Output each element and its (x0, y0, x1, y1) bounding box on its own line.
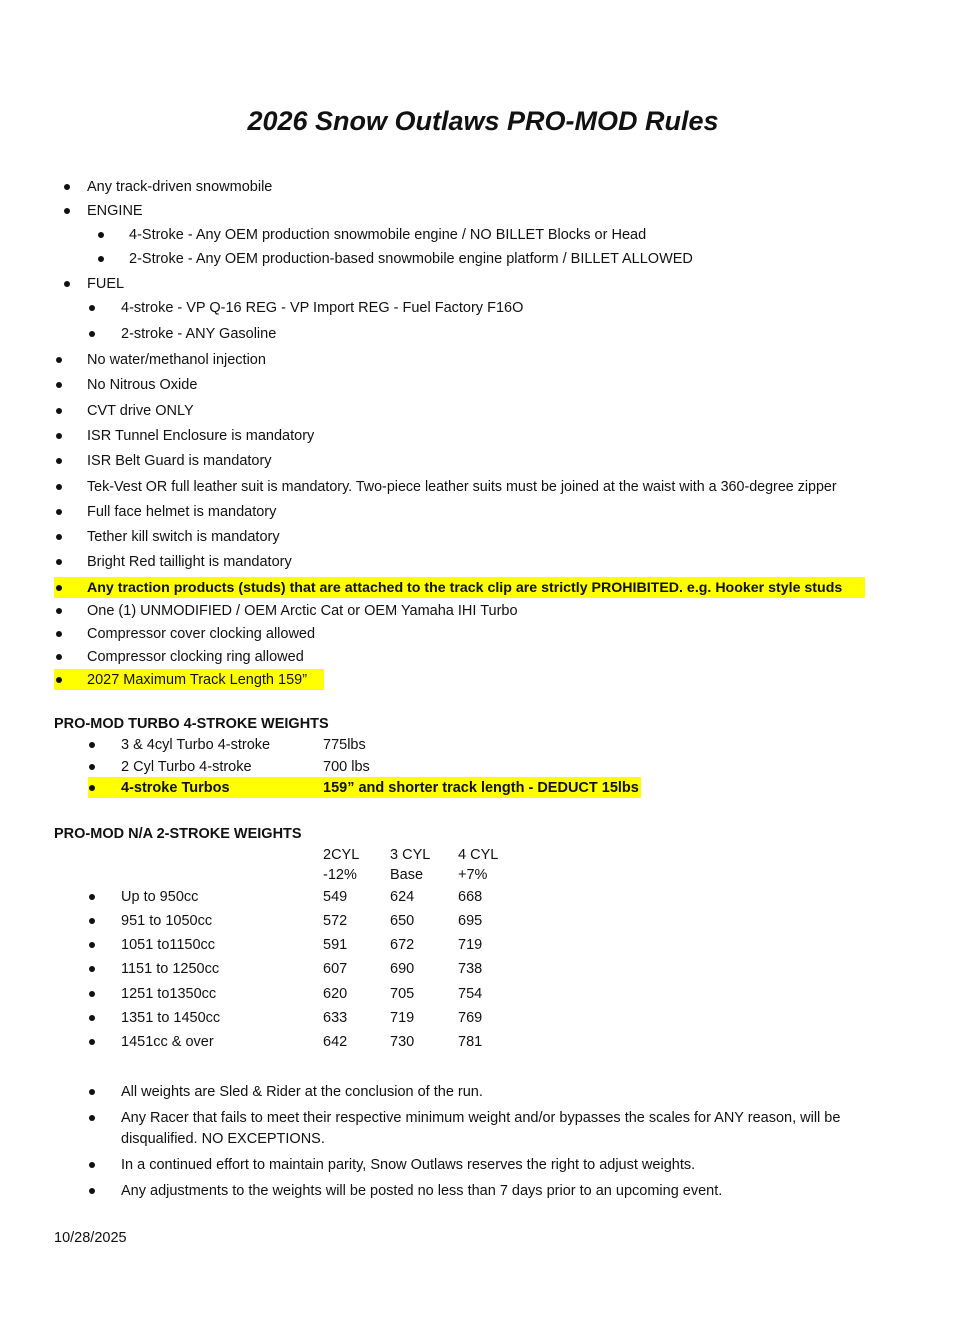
rule-subitem: 2-Stroke - Any OEM production-based snowmobile engine platform / BILLET ALLOWED (129, 251, 693, 267)
bullet-icon (64, 281, 70, 287)
col-header: 2CYL (323, 847, 360, 863)
bullet-icon (98, 256, 104, 262)
cell: 754 (458, 986, 483, 1002)
rule-item: Tek-Vest OR full leather suit is mandatory. Two-piece leather suits must be joined at the waist with a 360-degree zipper (87, 479, 837, 495)
cell: 738 (458, 961, 483, 977)
bullet-icon (56, 408, 62, 414)
bullet-icon (64, 184, 70, 190)
bullet-icon (56, 585, 62, 591)
bullet-icon (89, 1089, 95, 1095)
rule-item: Compressor clocking ring allowed (87, 649, 304, 665)
row-label: 1151 to 1250cc (121, 961, 220, 977)
rule-item: ISR Tunnel Enclosure is mandatory (87, 428, 315, 444)
bullet-icon (98, 232, 104, 238)
note-item: Any adjustments to the weights will be posted no less than 7 days prior to an upcoming event. (121, 1183, 723, 1199)
bullet-icon (89, 305, 95, 311)
col-header: 4 CYL (458, 847, 499, 863)
col-header: 3 CYL (390, 847, 431, 863)
bullet-icon (56, 509, 62, 515)
cell: 719 (390, 1010, 415, 1026)
bullet-icon (56, 484, 62, 490)
rule-item: Compressor cover clocking allowed (87, 626, 316, 642)
col-subheader: Base (390, 867, 424, 883)
cell: 650 (390, 913, 415, 929)
cell: 633 (323, 1010, 348, 1026)
cell: 624 (390, 889, 415, 905)
bullet-icon (89, 942, 95, 948)
bullet-icon (56, 654, 62, 660)
turbo-row-label: 4-stroke Turbos (121, 780, 230, 796)
cell: 672 (390, 937, 415, 953)
section-heading: PRO-MOD TURBO 4-STROKE WEIGHTS (54, 716, 329, 732)
document-date: 10/28/2025 (54, 1230, 127, 1246)
section-heading: PRO-MOD N/A 2-STROKE WEIGHTS (54, 826, 302, 842)
page-title: 2026 Snow Outlaws PRO-MOD Rules (247, 106, 719, 136)
bullet-icon (56, 382, 62, 388)
bullet-icon (89, 785, 95, 791)
cell: 549 (323, 889, 348, 905)
turbo-row-label: 2 Cyl Turbo 4-stroke (121, 759, 252, 775)
note-item: Any Racer that fails to meet their respective minimum weight and/or bypasses the scales for ANY reason, will be (121, 1110, 841, 1126)
bullet-icon (89, 918, 95, 924)
cell: 719 (458, 937, 483, 953)
rule-item: FUEL (87, 276, 125, 292)
cell: 705 (390, 986, 415, 1002)
bullet-icon (89, 1039, 95, 1045)
bullet-icon (89, 1115, 95, 1121)
bullet-icon (64, 208, 70, 214)
rule-item: Full face helmet is mandatory (87, 504, 277, 520)
bullet-icon (56, 631, 62, 637)
col-subheader: +7% (458, 867, 488, 883)
turbo-row-value: 700 lbs (323, 759, 370, 775)
cell: 668 (458, 889, 483, 905)
rule-item: ENGINE (87, 203, 143, 219)
bullet-icon (89, 1015, 95, 1021)
cell: 642 (323, 1034, 348, 1050)
bullet-icon (56, 534, 62, 540)
note-item: All weights are Sled & Rider at the conclusion of the run. (121, 1084, 483, 1100)
note-item: In a continued effort to maintain parity, Snow Outlaws reserves the right to adjust weights. (121, 1157, 696, 1173)
row-label: 951 to 1050cc (121, 913, 213, 929)
rule-subitem: 4-stroke - VP Q-16 REG - VP Import REG - Fuel Factory F16O (121, 300, 524, 316)
bullet-icon (89, 1188, 95, 1194)
note-item-continued: disqualified. NO EXCEPTIONS. (121, 1131, 325, 1147)
bullet-icon (56, 677, 62, 683)
bullet-icon (89, 764, 95, 770)
bullet-icon (56, 433, 62, 439)
bullet-icon (89, 1162, 95, 1168)
bullet-icon (89, 894, 95, 900)
bullet-icon (89, 742, 95, 748)
rule-item: ISR Belt Guard is mandatory (87, 453, 272, 469)
rule-item-prohibited: Any traction products (studs) that are attached to the track clip are strictly PROHIBITED. e.g. Hooker style studs (87, 580, 843, 596)
rule-subitem: 2-stroke - ANY Gasoline (121, 326, 277, 342)
rule-item: Any track-driven snowmobile (87, 179, 273, 195)
bullet-icon (56, 357, 62, 363)
bullet-icon (89, 966, 95, 972)
rule-item: No Nitrous Oxide (87, 377, 198, 393)
cell: 690 (390, 961, 415, 977)
turbo-row-value: 159” and shorter track length - DEDUCT 15lbs (323, 780, 639, 796)
rule-item: No water/methanol injection (87, 352, 266, 368)
row-label: Up to 950cc (121, 889, 199, 905)
cell: 781 (458, 1034, 483, 1050)
cell: 769 (458, 1010, 483, 1026)
row-label: 1351 to 1450cc (121, 1010, 221, 1026)
cell: 607 (323, 961, 348, 977)
row-label: 1051 to1150cc (121, 937, 216, 953)
turbo-row-label: 3 & 4cyl Turbo 4-stroke (121, 737, 271, 753)
cell: 620 (323, 986, 348, 1002)
bullet-icon (89, 991, 95, 997)
row-label: 1451cc & over (121, 1034, 214, 1050)
rule-item: CVT drive ONLY (87, 403, 194, 419)
col-subheader: -12% (323, 867, 357, 883)
row-label: 1251 to1350cc (121, 986, 217, 1002)
bullet-icon (89, 331, 95, 337)
cell: 591 (323, 937, 348, 953)
cell: 695 (458, 913, 483, 929)
rule-item: One (1) UNMODIFIED / OEM Arctic Cat or OEM Yamaha IHI Turbo (87, 603, 518, 619)
rule-item: Bright Red taillight is mandatory (87, 554, 292, 570)
rule-subitem: 4-Stroke - Any OEM production snowmobile engine / NO BILLET Blocks or Head (129, 227, 647, 243)
rule-item-track-length: 2027 Maximum Track Length 159” (87, 672, 308, 688)
cell: 572 (323, 913, 348, 929)
cell: 730 (390, 1034, 415, 1050)
bullet-icon (56, 458, 62, 464)
bullet-icon (56, 559, 62, 565)
turbo-row-value: 775lbs (323, 737, 366, 753)
rule-item: Tether kill switch is mandatory (87, 529, 280, 545)
bullet-icon (56, 608, 62, 614)
